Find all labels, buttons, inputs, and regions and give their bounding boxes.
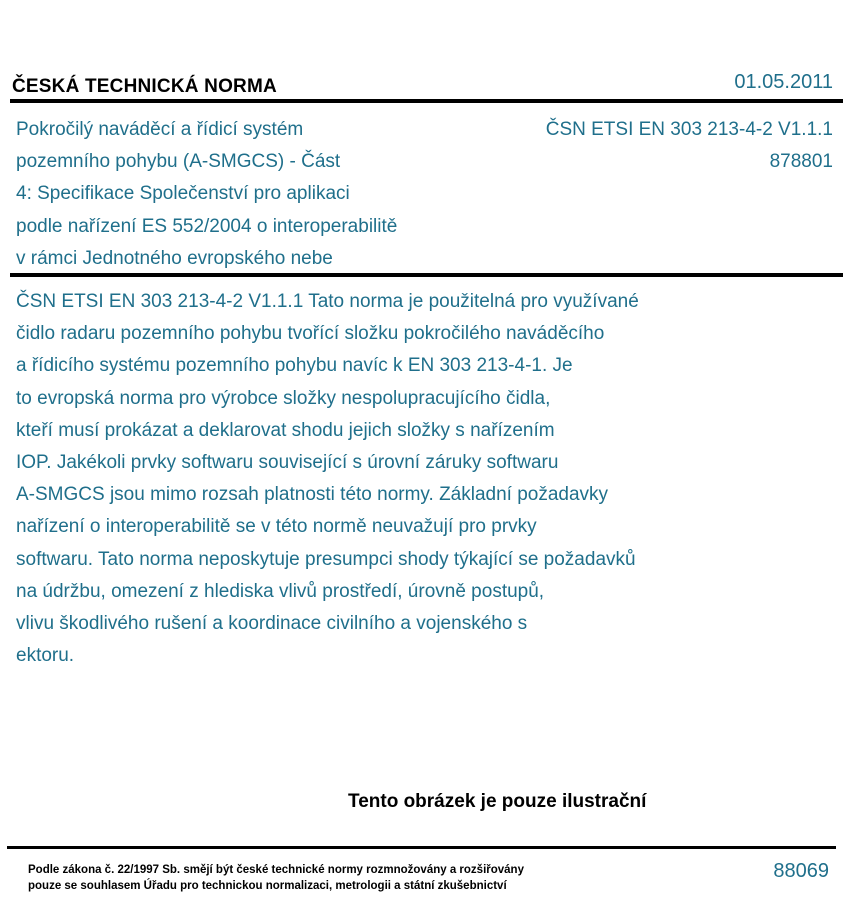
- standard-title-line: podle nařízení ES 552/2004 o interoperabilitě: [16, 215, 398, 237]
- footer-divider: [7, 846, 836, 849]
- standard-title: [16, 114, 486, 275]
- document-type-heading: ČESKÁ TECHNICKÁ NORMA: [12, 76, 277, 97]
- legal-notice-line: pouze se souhlasem Úřadu pro technickou normalizaci, metrologii a státní zkušebnictví: [28, 880, 507, 892]
- standard-title-line: Pokročilý naváděcí a řídicí systém: [16, 119, 304, 140]
- illustration-disclaimer: Tento obrázek je pouze ilustrační: [348, 791, 647, 812]
- abstract-line: ektoru.: [16, 645, 75, 667]
- abstract-line: IOP. Jakékoli prvky softwaru související s úrovní záruky softwaru: [16, 452, 559, 474]
- classification-number: 878801: [769, 151, 833, 173]
- publication-date: 01.05.2011: [734, 71, 833, 93]
- abstract-line: A-SMGCS jsou mimo rozsah platnosti této normy. Základní požadavky: [16, 484, 609, 506]
- legal-notice: [28, 862, 524, 894]
- abstract-line: softwaru. Tato norma neposkytuje presumpci shody týkající se požadavků: [16, 548, 636, 570]
- abstract-line: to evropská norma pro výrobce složky nespolupracujícího čidla,: [16, 387, 551, 409]
- catalog-number: 88069: [773, 860, 829, 882]
- abstract-line: nařízení o interoperabilitě se v této normě neuvažují pro prvky: [16, 516, 537, 538]
- abstract-line: kteří musí prokázat a deklarovat shodu jejich složky s nařízením: [16, 419, 555, 441]
- abstract-line: a řídicího systému pozemního pohybu navíc k EN 303 213-4-1. Je: [16, 355, 573, 377]
- standard-title-line: 4: Specifikace Společenství pro aplikaci: [16, 183, 350, 205]
- abstract-line: ČSN ETSI EN 303 213-4-2 V1.1.1 Tato norma je použitelná pro využívané: [16, 291, 639, 312]
- abstract-line: na údržbu, omezení z hlediska vlivů prostředí, úrovně postupů,: [16, 580, 545, 602]
- legal-notice-line: Podle zákona č. 22/1997 Sb. smějí být české technické normy rozmnožovány a rozšiřovány: [28, 864, 524, 876]
- standard-title-line: v rámci Jednotného evropského nebe: [16, 247, 333, 269]
- standard-designation: ČSN ETSI EN 303 213-4-2 V1.1.1: [545, 119, 833, 140]
- standard-identification: [546, 114, 833, 178]
- abstract-line: vlivu škodlivého rušení a koordinace civilního a vojenského s: [16, 613, 528, 635]
- title-divider: [10, 273, 843, 277]
- header-divider: [10, 99, 843, 103]
- abstract-line: čidlo radaru pozemního pohybu tvořící složku pokročilého naváděcího: [16, 323, 605, 345]
- abstract: [16, 286, 746, 672]
- standard-title-line: pozemního pohybu (A-SMGCS) - Část: [16, 151, 341, 173]
